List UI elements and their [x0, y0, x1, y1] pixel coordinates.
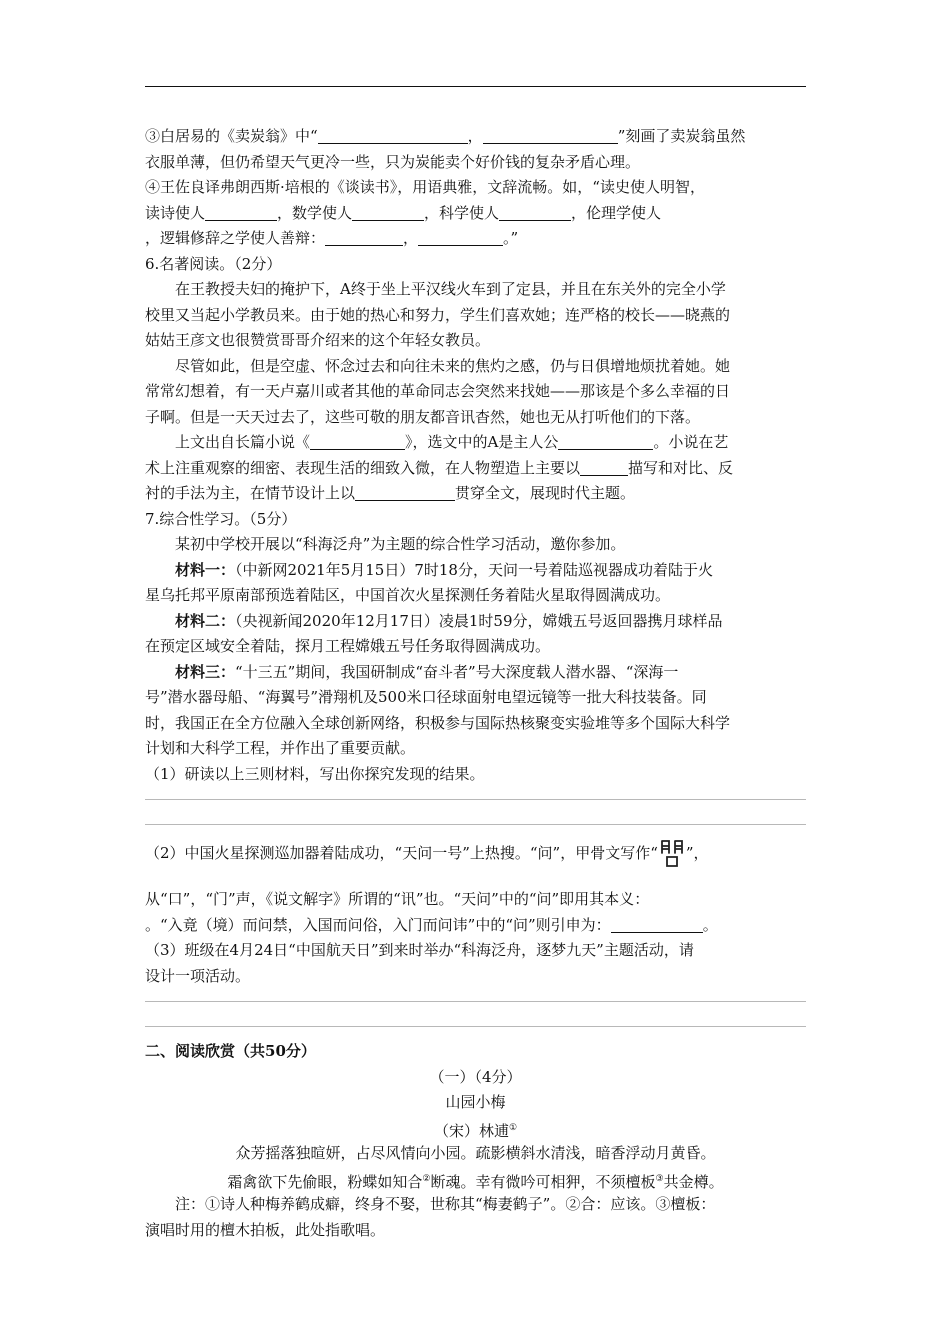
q7-material-3-cont: 号”潜水器母船、“海翼号”滑翔机及500米口径球面射电望远镜等一批大科技装备。同 [145, 688, 707, 706]
q7-sub-2-cont: 。“入竟（境）而问禁，入国而问俗，入门而问讳”中的“问”则引申为： 。 [145, 915, 718, 934]
answer-blank[interactable] [418, 228, 503, 246]
section-2-title: 二、阅读欣赏（共50分） [145, 1042, 316, 1060]
q6-passage-line: 子啊。但是一天天过去了，这些可敬的朋友都音讯杳然，她也无从打听他们的下落。 [145, 407, 701, 426]
q6-passage-line: 校里又当起小学教员来。由于她的热心和努力，学生们喜欢她；连严格的校长——晓燕的 [145, 305, 731, 324]
q7-material-3: 材料三：“十三五”期间，我国研制成“奋斗者”号大深度载人潜水器、“深海一 [175, 662, 679, 681]
answer-blank[interactable] [483, 126, 618, 144]
answer-blank[interactable] [205, 203, 277, 221]
q6-question-line: 衬的手法为主，在情节设计上以 贯穿全文，展现时代主题。 [145, 484, 636, 502]
q7-material-1-cont: 星乌托邦平原南部预选着陆区，中国首次火星探测任务着陆火星取得圆满成功。 [145, 586, 671, 604]
poem-line: 众芳摇落独暄妍，占尽风情向小园。疏影横斜水清浅，暗香浮动月黄昏。 [235, 1144, 716, 1162]
q7-material-3-cont: 时，我国正在全方位融入全球创新网络，积极参与国际热核聚变实验堆等多个国际大科学 [145, 713, 731, 732]
poem-notes-cont: 演唱时用的檀木拍板，此处指歌唱。 [145, 1220, 386, 1239]
q6-passage-line: 尽管如此，但是空虚、怀念过去和向往未来的焦灼之感，仍与日俱增地烦扰着她。她 [175, 356, 731, 375]
q7-title: 7.综合性学习。（5分） [145, 509, 297, 528]
q6-passage-line: 姑姑王彦文也很赞赏哥哥介绍来的这个年轻女教员。 [145, 331, 491, 349]
answer-blank[interactable] [318, 126, 468, 144]
q7-material-3-cont: 计划和大科学工程，并作出了重要贡献。 [145, 739, 416, 757]
oracle-bone-wen-icon [659, 838, 685, 868]
header-rule [145, 86, 806, 87]
q5-line-4-blanks: 读诗使人 ，数学使人 ，科学使人 ，伦理学使人 [145, 203, 662, 222]
q7-material-2-cont: 在预定区域安全着陆，探月工程嫦娥五号任务取得圆满成功。 [145, 637, 551, 655]
answer-line[interactable] [145, 812, 806, 825]
q5-line-4-end: ，逻辑修辞之学使人善辩： ， 。” [145, 229, 519, 247]
q7-intro: 某初中学校开展以“科海泛舟”为主题的综合性学习活动，邀你参加。 [175, 535, 626, 553]
answer-blank[interactable] [310, 432, 405, 450]
poem-title: 山园小梅 [445, 1093, 506, 1111]
answer-line[interactable] [145, 1014, 806, 1027]
answer-blank[interactable] [558, 432, 653, 450]
q7-sub-1: （1）研读以上三则材料，写出你探究发现的结果。 [145, 764, 485, 783]
q6-passage-line: 在王教授夫妇的掩护下，A终于坐上平汉线火车到了定县，并且在东关外的完全小学 [175, 280, 726, 298]
q6-question-line: 术上注重观察的细密、表现生活的细致入微，在人物塑造上主要以 描写和对比、反 [145, 458, 734, 477]
q6-question-line: 上文出自长篇小说《 》，选文中的A是主人公 。小说在艺 [175, 433, 729, 451]
part-1-heading: （一）（4分） [429, 1067, 522, 1086]
poem-notes: 注：①诗人种梅养鹤成癖，终身不娶，世称其“梅妻鹤子”。②合：应该。③檀板： [175, 1195, 716, 1213]
answer-blank[interactable] [352, 203, 424, 221]
document-body [145, 124, 806, 1243]
q6-title: 6.名著阅读。（2分） [145, 254, 282, 273]
q7-sub-2-cont: 从“口”，“门”声，《说文解字》所谓的“讯”也。“天问”中的“问”即用其本义： [145, 890, 650, 908]
poem-line: 霜禽欲下先偷眼，粉蝶如知合②断魂。幸有微吟可相狎，不须檀板③共金樽。 [227, 1172, 724, 1191]
answer-blank[interactable] [611, 915, 703, 933]
q7-sub-2: （2）中国火星探测巡加器着陆成功，“天问一号”上热搜。“问”，甲骨文写作“ ”， [145, 837, 806, 869]
q6-passage-line: 常常幻想着，有一天卢嘉川或者其他的革命同志会突然来找她——那该是个多么幸福的日 [145, 382, 731, 400]
answer-blank[interactable] [325, 228, 403, 246]
answer-line[interactable] [145, 787, 806, 800]
q5-line-3-cont: 衣服单薄，但仍希望天气更冷一些，只为炭能卖个好价钱的复杂矛盾心理。 [145, 152, 641, 171]
answer-blank[interactable] [580, 458, 628, 476]
answer-line[interactable] [145, 989, 806, 1002]
answer-blank[interactable] [355, 483, 455, 501]
q7-sub-3-cont: 设计一项活动。 [145, 966, 251, 985]
q5-line-4: ④王佐良译弗朗西斯·培根的《谈读书》，用语典雅，文辞流畅。如，“读史使人明智， [145, 178, 705, 196]
answer-blank[interactable] [499, 203, 571, 221]
poem-author: （宋）林逋① [433, 1121, 518, 1140]
q7-sub-3: （3）班级在4月24日“中国航天日”到来时举办“科海泛舟，逐梦九天”主题活动，请 [145, 941, 694, 959]
q7-material-2: 材料二：（央视新闻2020年12月17日）凌晨1时59分，嫦娥五号返回器携月球样品 [175, 611, 723, 630]
q7-material-1: 材料一：（中新网2021年5月15日）7时18分，天问一号着陆巡视器成功着陆于火 [175, 560, 713, 579]
q5-line-3: ③白居易的《卖炭翁》中“ ， ”刻画了卖炭翁虽然 [145, 127, 746, 145]
